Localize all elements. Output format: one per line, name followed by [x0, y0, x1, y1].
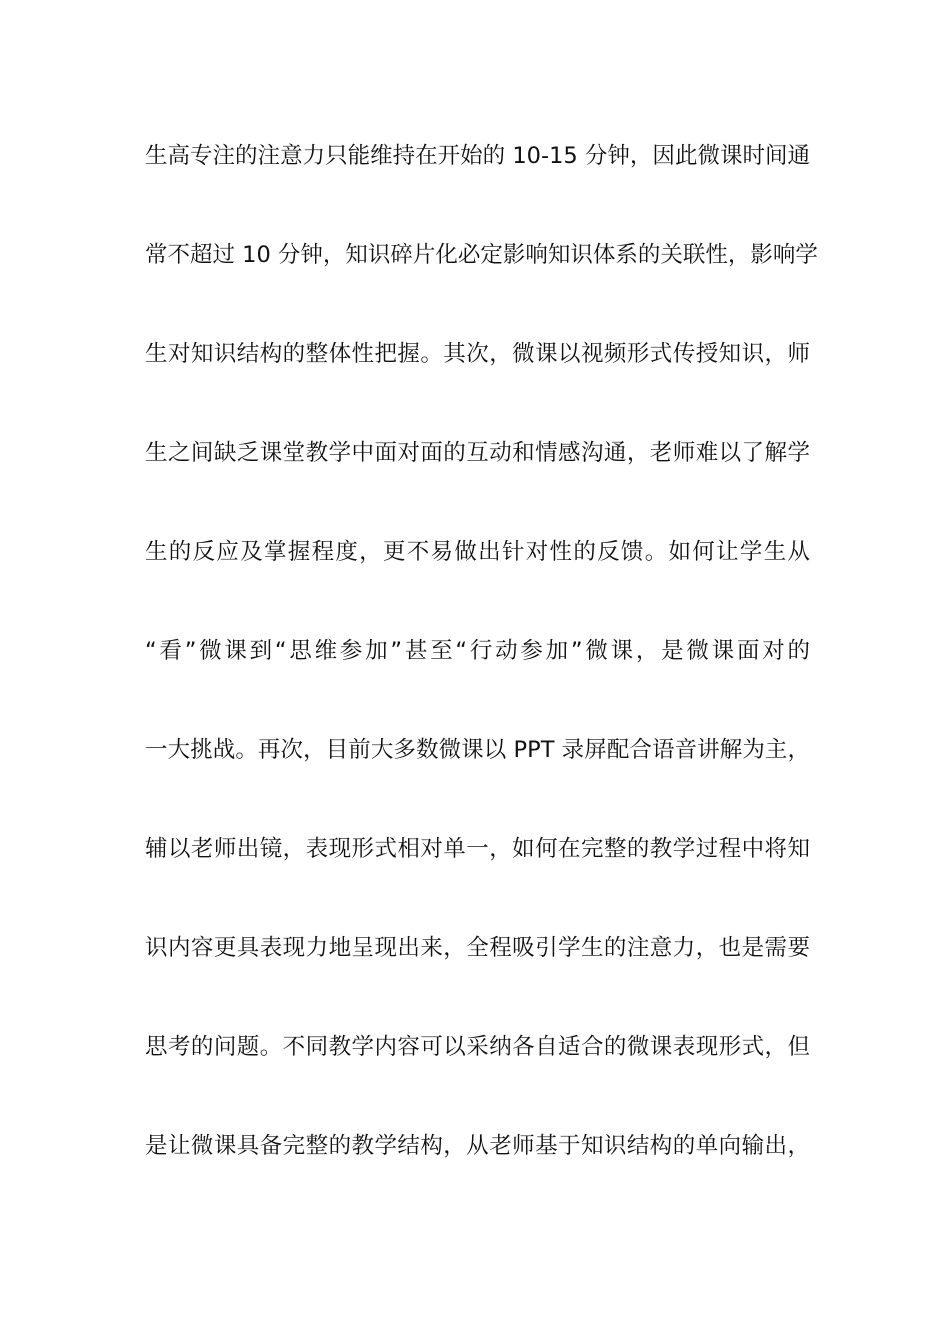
text-line-3: 生对知识结构的整体性把握。其次，微课以视频形式传授知识，师 [145, 341, 810, 367]
text-line-7: 一大挑战。再次，目前大多数微课以 PPT 录屏配合语音讲解为主， [145, 737, 810, 763]
text-line-1: 生高专注的注意力只能维持在开始的 10-15 分钟，因此微课时间通 [145, 143, 810, 169]
text-line-6: “看”微课到“思维参加”甚至“行动参加”微课，是微课面对的 [145, 638, 810, 664]
text-line-11: 是让微课具备完整的教学结构，从老师基于知识结构的单向输出， [145, 1133, 810, 1159]
text-line-8: 辅以老师出镜，表现形式相对单一，如何在完整的教学过程中将知 [145, 836, 810, 862]
text-line-2: 常不超过 10 分钟，知识碎片化必定影响知识体系的关联性，影响学 [145, 242, 818, 268]
text-line-4: 生之间缺乏课堂教学中面对面的互动和情感沟通，老师难以了解学 [145, 440, 810, 466]
body-text [145, 131, 818, 1220]
text-line-9: 识内容更具表现力地呈现出来，全程吸引学生的注意力，也是需要 [145, 935, 810, 961]
text-line-10: 思考的问题。不同教学内容可以采纳各自适合的微课表现形式，但 [145, 1034, 810, 1060]
text-line-5: 生的反应及掌握程度，更不易做出针对性的反馈。如何让学生从 [145, 539, 810, 565]
